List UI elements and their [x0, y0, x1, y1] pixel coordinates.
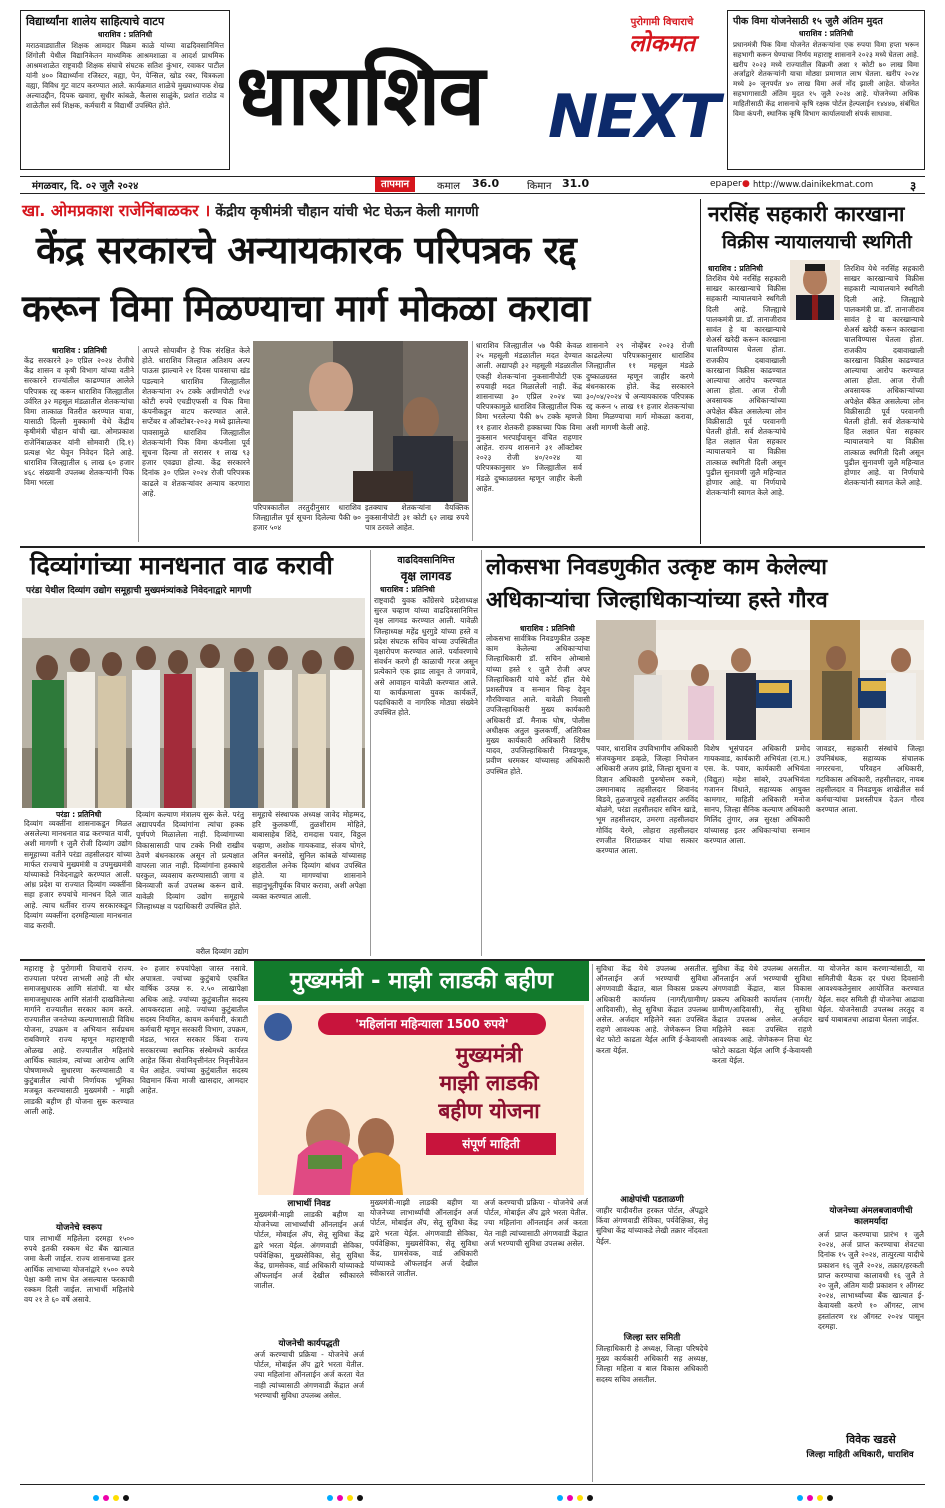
date-bar	[20, 176, 925, 194]
ladki-col-1: महाराष्ट्र हे पुरोगामी विचाराचे राज्य. राज्याला परंपरा लाभली आहे ती थोर समाजसुधारक आणि संतांची. या थोर समाजसुधारक आणि संतांनी दाखविलेल्या मार्गाने राज्यातील सरकार काम करते. राज्यातील जनतेच्या कल्याणासाठी विविध योजना, उपक्रम व अभियान सर्वप्रथम राबविणारे राज्य म्हणून महाराष्ट्राची ओळख आहे. राज्यातील महिलांचे आर्थिक स्वातंत्र्य, त्यांच्या आरोग्य आणि पोषणामध्ये सुधारणा करण्यासाठी व कुटुंबातील त्यांची निर्णायक भूमिका मजबूत करण्यासाठी मुख्यमंत्री - माझी लाडकी बहीण ही योजना सुरू करण्यात आली आहे.	[24, 964, 134, 1116]
signature-name: विवेक खडसे	[846, 1433, 896, 1446]
lead-byline: धाराशिव : प्रतिनिधी	[52, 346, 107, 355]
portrait-graphic	[790, 260, 840, 320]
page-number: ३	[910, 179, 917, 193]
loksabha-col-1: लोकसभा सार्वत्रिक निवडणुकीत उत्कृष्ट काम केलेल्या अधिकाऱ्यांचा जिल्हाधिकारी डॉ. सचिन ओम्बासे यांच्या हस्ते १ जुलै रोजी अपर जिल्हाधिकारी यांचे कोर्ट हॉल येथे प्रशस्तीपत्र व सन्मान चिन्ह देवून गौरविण्यात आले. यावेळी निवासी उपजिल्हाधिकारी मुख्य कार्यकारी अधिकारी डॉ. मैनाक घोष, पोलीस अधीक्षक अतुल कुलकर्णी, अतिरिक्त मुख्य कार्यकारी अधिकारी शिरीष यादव, उपजिल्हाधिकारी निवडणूक, प्रवीण धरमकर यांच्यासह अधिकारी उपस्थित होते.	[486, 634, 590, 776]
masthead-title: धाराशिव	[236, 45, 484, 144]
lead-headline-1: केंद्र सरकारचे अन्यायकारक परिपत्रक रद्द	[36, 228, 577, 272]
top-right-news-box	[727, 10, 925, 170]
narsinha-title-1: नरसिंह सहकारी कारखाना	[708, 202, 905, 226]
ladki-col-3d: अर्ज करण्याची प्रक्रिया - योजनेचे अर्ज पोर्टल, मोबाईल ॲप द्वारे भरता येतील. ज्या महिलांना ऑनलाईन अर्ज करता येत नाही त्यांच्यासाठी अंगणवाडी केंद्रात अर्ज भरण्याची सुविधा उपलब्ध असेल.	[484, 1198, 588, 1248]
ladki-banner	[254, 961, 589, 1001]
brand-logo: लोकमत	[628, 31, 696, 57]
top-left-news-box	[20, 10, 230, 170]
temp-min-label: किमान	[527, 181, 552, 192]
top-right-body: प्रधानमंत्री पिक विमा योजनेत शेतकऱ्यांना एक रुपया विमा हप्ता भरून सहभागी करून घेण्याचा निर्णय महाराष्ट्र शासनाने २०२३ मध्ये घेतला आहे. खरीप २०२३ मध्ये राज्यातील विक्रमी अशा १ कोटी ७० लाख विमा अर्जाद्वारे शेतकऱ्यांनी याचा मोठ्या प्रमाणात लाभ घेतला. खरीप २०२४ मध्ये ३० जूनपर्यंत ४० लाख विमा अर्ज नोंद झाली आहेत. योजनेत सहभागासाठी अंतिम मुदत १५ जुलै २०२४ आहे. योजनेच्या अधिक माहितीसाठी केंद्र शासनाचे कृषि रक्षक पोर्टल हेल्पलाईन १४४४७, संबंधित विमा कंपनी, स्थानिक कृषि विभाग कार्यालयाशी संपर्क साधावा.	[733, 40, 919, 118]
top-left-title: विद्यार्थ्यांना शालेय साहित्याचे वाटप	[26, 15, 165, 28]
meeting-photo-graphic	[253, 341, 468, 502]
lead-kicker	[22, 199, 702, 223]
narsinha-portrait	[790, 260, 840, 320]
column-rule	[138, 346, 139, 542]
ad-top-ribbon	[318, 1013, 546, 1035]
ladki-col-5: या योजनेत काम करणाऱ्यांसाठी, या समितीची बैठक दर पंधरा दिवसांनी आवश्यकतेनुसार आयोजित करण्यात येईल. सदर समिती ही योजनेचा आढावा घेईल. योजनेसाठी उपलब्ध तरतूद व खर्च याबाबतचा आढावा घेतला जाईल.	[818, 964, 924, 1025]
lead-photo-caption: परिपत्रकातील तरतुदीनुसार धाराशिव जिल्ह्यातील पूर्व सूचना दिलेल्या पैकी ७० हजार ५०४	[253, 503, 361, 533]
award-photo-graphic	[596, 620, 924, 740]
signature-title: जिल्हा माहिती अधिकारी, धाराशिव	[806, 1450, 914, 1460]
ad-line-1: मुख्यमंत्री	[455, 1043, 523, 1067]
ad-top-text: 'महिलांना महिन्याला 1500 रुपये'	[355, 1017, 509, 1031]
column-rule	[481, 550, 482, 956]
lead-col-5: शासनाने २९ नोव्हेंबर २०२३ रोजी काढलेल्या परिपत्रकानुसार धाराशिव जिल्ह्यातील ११ महसूल मंडळे दुष्काळग्रस्त म्हणून जाहीर करणे बंधनकारक होते. केंद्र सरकारने ३०/०४/२०२४ चे अन्यायकारक परिपत्रक रद्द करून ५ लाख ११ हजार शेतकऱ्यांचा विमा मिळण्याचा मार्ग मोकळा करावा, अशी मागणी केली आहे.	[586, 341, 694, 432]
loksabha-byline: धाराशिव : प्रतिनिधी	[520, 624, 575, 633]
ladki-col-5a: सुविधा केंद्र येथे उपलब्ध असतील. ऑनलाईन अर्ज भरण्याची सुविधा अंगणवाडी केंद्रात, बाल विकास प्रकल्प अधिकारी कार्यालय (नागरी/ग्रामीण/आदिवासी), सेतू सुविधा केंद्रात उपलब्ध असेल. अर्जदार महिलेने स्वतः उपस्थित राहणे आवश्यक आहे. जेणेकरून तिचा थेट फोटो काढता येईल आणि ई-केवायसी करता येईल.	[712, 964, 812, 1065]
ladki-col-3b: अर्ज करण्याची प्रक्रिया - योजनेचे अर्ज पोर्टल, मोबाईल ॲप द्वारे भरता येतील. ज्या महिलांना ऑनलाईन अर्ज करता येत नाही त्यांच्यासाठी अंगणवाडी केंद्रात अर्ज भरण्याची सुविधा उपलब्ध असेल.	[254, 1350, 364, 1400]
issue-date: मंगळवार, दि. ०२ जुलै २०२४	[32, 181, 139, 192]
column-rule	[592, 964, 593, 1482]
ad-footer-ribbon	[426, 1133, 556, 1155]
ladki-col-1b: पात्र लाभार्थी महिलेला दरमहा १५०० रुपये इतकी रक्कम थेट बँक खात्यात जमा केली जाईल. राज्य शासनाच्या इतर आर्थिक लाभाच्या योजनांद्वारे १५०० रुपये पेक्षा कमी लाभ घेत असल्यास फरकाची रक्कम दिली जाईल. लाभार्थी महिलांचे वय २१ ते ६० वर्षे असावे.	[24, 1234, 134, 1305]
divyang-headline: दिव्यांगांच्या मानधनात वाढ करावी	[30, 551, 333, 580]
lead-col-1: केंद्र सरकारने ३० एप्रिल २०२४ रोजीचे केंद्र शासन व कृषी विभाग यांच्या वतीने सरकारने राज्यांतील काढण्यात आलेले परिपत्रक रद्द करून धाराशिव जिल्ह्यातील उर्वरित ३२ महसूल मंडळातील शेतकऱ्यांचा विमा तात्काळ वितरीत करण्यात यावा, यासाठी दिल्ली मुक्कामी येथे केंद्रीय कृषीमंत्री चौहान यांची खा. ओमप्रकाश राजेनिंबाळकर यांनी सोमवारी (दि.१) प्रत्यक्ष भेट घेवून निवेदन दिले आहे. धाराशिव जिल्ह्यातील ६ लाख ६० हजार ४६८ संख्यानी उपलब्ध शेतकऱ्यांनी पिक विमा भरला	[24, 356, 134, 488]
bottom-rule	[20, 1484, 925, 1485]
ladki-col-3: मुख्यमंत्री-माझी लाडकी बहीण या योजनेच्या लाभार्थ्यांची ऑनलाईन अर्ज पोर्टल, मोबाईल ॲप, सेतू सुविधा केंद्र द्वारे भरता येईल. अंगणवाडी सेविका, पर्यवेक्षिका, मुख्यसेविका, सेतू सुविधा केंद्र, ग्रामसेवक, वार्ड अधिकारी यांच्याकडे ऑफलाईन अर्ज देखील स्वीकारले जातील.	[254, 1210, 364, 1291]
loksabha-headline-2: अधिकाऱ्यांचा जिल्हाधिकाऱ्यांच्या हस्ते गौरव	[486, 588, 828, 613]
globe-icon: ●	[742, 179, 750, 189]
column-rule	[700, 199, 701, 544]
ad-footer-text: संपूर्ण माहिती	[462, 1137, 520, 1151]
print-marks-graphic	[0, 1492, 945, 1504]
tree-kicker: वाढदिवसानिमित्त	[397, 555, 455, 566]
ladki-col-4c: जिल्हाधिकारी हे अध्यक्ष, जिल्हा परिषदेचे मुख्य कार्यकारी अधिकारी सह अध्यक्ष, जिल्हा महिला व बाल विकास अधिकारी सदस्य सचिव असतील.	[596, 1344, 708, 1384]
lead-col-4: धाराशिव जिल्ह्यातील ५७ पैकी केवळ २५ महसूली मंडळातील मदत देण्यात आली. अद्यापही ३२ महसूली मंडळातील एकही शेतकऱ्यांना नुकसानीपोटी एक रुपयाही मदत मिळालेली नाही. केंद्र शासनाच्या ३० एप्रिल २०२४ च्या परिपत्रकामुळे धाराशिव जिल्ह्यातील पिक विमा भरलेल्या पैकी ७५ टक्के म्हणजे ११ हजार शेतकरी हक्काच्या पिक विमा नुकसान भरपाईपासून वंचित राहणार आहेत. राज्य शासनाने ३१ ऑक्टोबर २०२३ रोजी ४०/२०२४ या परिपत्रकानुसार ४० जिल्ह्यातील सर्व मंडळे दुष्काळग्रस्त म्हणून जाहीर केली आहेत.	[476, 341, 582, 493]
ladki-ad	[258, 1005, 584, 1195]
ladki-col-3-heading-2: योजनेची कार्यपद्धती	[278, 1339, 340, 1349]
top-left-body: मराठवाड्यातील शिक्षक आमदार विक्रम काळे यांच्या वाढदिवसानिमित्त शिंगोली येथील विद्यानिकेतन माध्यमिक आश्रमशाळा व आदर्श प्राथमिक आश्रमशाळेत राष्ट्रवादी शिक्षक संघाचे संघटक सतिश कुंभार, रवाकर पाटील यांनी ४०० विद्यार्थ्यांना रजिस्टर, वह्या, पेन, पेन्सिल, खोड रबर, चित्रकला वह्या, विविध गुट वाटप करण्यात आले. कार्यक्रमात शाळेचे मुख्याध्यापक शेख अल्याउद्दीन, दिपक खवारा, सुधीर कांबळे, कैलास साळुंके, प्रशांत राठोड व शाळेतील सर्व शिक्षक, कर्मचारी व विद्यार्थी उपस्थित होते.	[26, 41, 224, 110]
ladki-col-4-heading: आक्षेपांची पडताळणी	[620, 1195, 684, 1205]
epaper-label: epaper	[710, 179, 742, 189]
narsinha-byline: धाराशिव : प्रतिनिधी	[708, 264, 763, 273]
next-logo-text: NEXT	[548, 82, 719, 152]
top-left-byline: धाराशिव : प्रतिनिधी	[97, 30, 153, 39]
ladki-col-5-heading: योजनेच्या अंमलबजावणीची कालमर्यादा	[829, 1206, 913, 1227]
next-logo	[548, 82, 726, 152]
section-divider	[20, 546, 925, 548]
narsinha-body-b: तिरशिव येथे नरसिंह सहकारी साखर कारखान्याचे विक्रीस सहकारी न्यायालयाने स्थगिती दिली आहे. जिल्ह्याचे पालकमंत्री प्रा. डॉ. तानाजीराव सावंत हे या कारखान्याचे शेअर्स खरेदी करून कारखाना चालविण्यास घेतला होता. राजकीय दबावाखाली कारखाना विक्रीस काढण्यात आल्याचा आरोप करण्यात आला होता. आज रोजी अवसायक अधिकाऱ्यांच्या अपेक्षेत बँकेत असलेल्या लोन विक्रीसाठी पूर्व परवानगी घेतली होती. सर्व शेतकऱ्यांचे हित लक्षात घेता सहकार न्यायालयाने या विक्रीस तात्काळ स्थगिती दिली असून पुढील सुनावणी जुलै महिन्यात होणार आहे. या निर्णयाचे शेतकऱ्यांनी स्वागत केले आहे.	[844, 264, 924, 488]
column-rule	[370, 550, 371, 956]
loksabha-headline-1: लोकसभा निवडणुकीत उत्कृष्ट काम केलेल्या	[486, 555, 827, 580]
ladki-col-3-heading: लाभार्थी निवड	[287, 1199, 331, 1209]
lead-col-3: इतक्याच शेतकऱ्यांना वैयक्तिक नुकसानीपोटी ३१ कोटी ६२ लाख रुपये पात्र ठरवले आहेत.	[365, 503, 469, 533]
temperature-label: तापमान	[375, 177, 415, 192]
lead-headline-2: करून विमा मिळण्याचा मार्ग मोकळा करावा	[22, 287, 590, 330]
epaper-link[interactable]: http://www.dainikekmat.com	[753, 179, 874, 189]
lead-col-2: आपले सोयाबीन हे पिक संरक्षित केले होते. धाराशिव जिल्हात अतिशय अल्प पाऊस झाल्याने २१ दिवस पावसाचा खंड पडल्याने धाराशिव जिल्ह्यातील शेतकऱ्यांना २५ टक्के अग्रीमपोटी १५४ कोटी रुपये एचडीएफसी व पिक विमा कंपनीकडून वाटप करण्यात आले. सप्टेंबर व ऑक्टोबर-२०२३ मध्ये झालेल्या पावसामुळे धाराशिव जिल्ह्यातील शेतकऱ्यांनी पिक विमा कंपनीला पूर्व सूचना दिल्या तो सरासर १ लाख ९३ हजार एवढ्या होत्या. केंद्र सरकारने दिनांक ३० एप्रिल २०२४ रोजी परिपत्रक काढले व शेतकऱ्यांवर अन्याय करणारा आहे.	[142, 346, 250, 498]
loksabha-col-3: विशेष भूसंपादन अधिकारी प्रमोद गायकवाड, कार्यकारी अभियंता (रा.म.) एस. के. पवार, कार्यकारी अभियंता (विद्युत) महेश सांबरे, उपअभियंता गजानन विधाते, सहाय्यक आयुक्त कामगार, माहिती अधिकारी मनोज सानप, जिल्हा सैनिक कल्याण अधिकारी मिलिंद तुंगार, अन्न सुरक्षा अधिकारी यांच्यासह इतर अधिकाऱ्यांचा सन्मान करण्यात आला.	[704, 744, 810, 845]
ladki-col-4-heading-2: जिल्हा स्तर समिती	[623, 1333, 681, 1343]
registration-marks	[0, 1489, 945, 1501]
tree-body: राष्ट्रवादी युवक काँग्रेसचे प्रदेशाध्यक्ष सुरज चव्हाण यांच्या वाढदिवसानिमित्त वृक्ष लागवड करण्यात आली. यावेळी जिल्हाध्यक्ष महेंद्र धुरगुडे यांच्या हस्ते व प्रदेश संघटक सचिव यांच्या उपस्थितीत वृक्षारोपण करण्यात आले. पर्यावरणाचे संवर्धन करणे ही काळाची गरज असून प्रत्येकाने एक झाड लावून ते जगवावे, असे आवाहन यावेळी करण्यात आले. या कार्यक्रमाला युवक कार्यकर्ते, पदाधिकारी व नागरिक मोठ्या संख्येने उपस्थित होते.	[374, 596, 478, 718]
lead-kicker-text: केंद्रीय कृषीमंत्री चौहान यांची भेट घेऊन केली मागणी	[215, 204, 479, 220]
ladki-col-5b: अर्ज प्राप्त करण्याचा प्रारंभ १ जुलै २०२४, अर्ज प्राप्त करण्याचा शेवटचा दिनांक १५ जुलै २०२४, तात्पुरत्या यादीचे प्रकाशन १६ जुलै २०२४, तक्रार/हरकती प्राप्त करण्याचा कालावधी १६ जुलै ते २० जुलै, अंतिम यादी प्रकाशन १ ऑगस्ट २०२४, लाभार्थ्यांच्या बँक खात्यात ई-केवायसी करणे १० ऑगस्ट, लाभ हस्तांतरण १४ ऑगस्ट २०२४ पासून दरमहा.	[818, 1230, 924, 1331]
loksabha-photo	[596, 620, 924, 740]
divyang-col-2: दिव्यांग कल्याण मंत्रालय सुरू केले. परंतु अद्यापपर्यंत दिव्यांगांना त्यांचा हक्क पूर्णपणे मिळालेला नाही. दिव्यांगाच्या विकासासाठी पाच टक्के निधी राखीव ठेवणे बंधनकारक असून तो प्रत्यक्षात वापरला जात नाही. दिव्यांगांना हक्काचे घरकुल, व्यवसाय करण्यासाठी जागा व बिनव्याजी कर्ज उपलब्ध करून द्यावे. यावेळी दिव्यांग उद्योग समूहाचे जिल्हाध्यक्ष व पदाधिकारी उपस्थित होते.	[136, 810, 244, 911]
ladki-col-1-heading: योजनेचे स्वरूप	[56, 1223, 102, 1233]
ladki-col-2: २० हजार रुपयांपेक्षा जास्त नसावे. अपात्रता. ज्यांच्या कुटुंबाचे एकत्रित वार्षिक उत्पन्न रु. २.५० लाखापेक्षा अधिक आहे. ज्यांच्या कुटुंबातील सदस्य आयकरदाता आहे. ज्यांच्या कुटुंबातील सदस्य नियमित, कायम कर्मचारी, कंत्राटी कर्मचारी म्हणून सरकारी विभाग, उपक्रम, मंडळ, भारत सरकार किंवा राज्य सरकारच्या स्थानिक संस्थेमध्ये कार्यरत आहेत किंवा सेवानिवृत्तीनंतर निवृत्तीवेतन घेत आहेत. ज्यांच्या कुटुंबातील सदस्य विद्यमान किंवा माजी खासदार, आमदार आहेत.	[140, 964, 248, 1096]
ladki-col-4b: जाहीर यादीवरील हरकत पोर्टल, ॲपद्वारे किंवा अंगणवाडी सेविका, पर्यवेक्षिका, सेतू सुविधा केंद्र यांच्याकडे लेखी तक्रार नोंदवता येईल.	[596, 1206, 708, 1246]
top-right-title: पीक विमा योजनेसाठी १५ जुलै अंतिम मुदत	[733, 16, 883, 27]
loksabha-col-2: पवार, धाराशिव उपविभागीय अधिकारी संजयकुमार डव्हळे, जिल्हा नियोजन अधिकारी अजय झांडे, जिल्हा सूचना व विज्ञान अधिकारी पुरुषोत्तम रुकमे, उस्मानाबाद तहसीलदार शिवानंद बिडवे, तुळजापूरचे तहसीलदार अरविंद बोळंगे, परंडा तहसीलदार सचिन खाडे, भूम तहसीलदार, उमरगा तहसीलदार गोविंद येरमे, लोहारा तहसीलदार रणजीत शिराळकर यांचा सत्कार करण्यात आला.	[596, 744, 698, 856]
ad-line-2: माझी लाडकी	[439, 1071, 539, 1095]
temp-min-value: 31.0	[562, 177, 590, 190]
temp-max-label: कमाल	[437, 181, 461, 192]
tree-title: वृक्ष लागवड	[400, 569, 452, 583]
top-right-byline: धाराशिव : प्रतिनिधी	[798, 29, 854, 38]
group-photo-graphic	[22, 598, 365, 808]
divyang-col-1: दिव्यांग व्यक्तींना शासनाकडून मिळत असलेल्या मानधनात वाढ करण्यात यावी, अशी मागणी १ जुलै रोजी दिव्यांग उद्योग समूहाच्या वतीने परंडा तहसीलदार यांच्या मार्फत राज्याचे मुख्यमंत्री व उपमुख्यमंत्री यांच्याकडे निवेदनाद्वारे करण्यात आली. आंध्र प्रदेश या राज्यात दिव्यांग व्यक्तींना सहा हजार रुपयांचे मानधन दिले जात आहे. त्याच धर्तीवर राज्य सरकारकडून दिव्यांग व्यक्तींना दरमहिन्याला मानधनात वाढ करावी.	[24, 819, 132, 931]
ladki-banner-text: मुख्यमंत्री - माझी लाडकी बहीण	[290, 968, 553, 994]
divyang-photo-caption: परंडा : प्रतिनिधी	[56, 810, 102, 819]
ladki-col-4: सुविधा केंद्र येथे उपलब्ध असतील. ऑनलाईन अर्ज भरण्याची सुविधा अंगणवाडी केंद्रात, बाल विकास प्रकल्प अधिकारी कार्यालय (नागरी/ग्रामीण/आदिवासी), सेतू सुविधा केंद्रात उपलब्ध असेल. अर्जदार महिलेने स्वतः उपस्थित राहणे आवश्यक आहे. जेणेकरून तिचा थेट फोटो काढता येईल आणि ई-केवायसी करता येईल.	[596, 964, 708, 1055]
loksabha-col-4: जावडर, सहकारी संस्थांचे जिल्हा उपनिबंधक, सहाय्यक संचालक नगररचना, परिवहन अधिकारी, गटविकास अधिकारी, तहसीलदार, नायब तहसीलदार व निवडणूक शाखेतील सर्व कर्मचाऱ्यांचा प्रशस्तीपत्र देऊन गौरव करण्यात आला.	[816, 744, 924, 815]
brand-tagline: पुरोगामी विचाराचे	[630, 17, 694, 28]
narsinha-title-2: विक्रीस न्यायालयाची स्थगिती	[722, 232, 912, 253]
divyang-group-photo	[22, 598, 365, 808]
divyang-subhead: परंडा येथील दिव्यांग उद्योग समूहाची मुख्यमंत्र्यांकडे निवेदनाद्वारे मागणी	[26, 586, 252, 596]
divyang-footer: वरील दिव्यांग उद्योग	[196, 947, 249, 956]
ladki-col-3c: मुख्यमंत्री-माझी लाडकी बहीण या योजनेच्या लाभार्थ्यांची ऑनलाईन अर्ज पोर्टल, मोबाईल ॲप, सेतू सुविधा केंद्र द्वारे भरता येईल. अंगणवाडी सेविका, पर्यवेक्षिका, मुख्यसेविका, सेतू सुविधा केंद्र, ग्रामसेवक, वार्ड अधिकारी यांच्याकडे ऑफलाईन अर्ज देखील स्वीकारले जातील.	[370, 1198, 478, 1279]
lead-photo	[253, 341, 468, 502]
temp-max-value: 36.0	[472, 177, 500, 190]
narsinha-body-a: तिरशिव येथे नरसिंह सहकारी साखर कारखान्याचे विक्रीस सहकारी न्यायालयाने स्थगिती दिली आहे. जिल्ह्याचे पालकमंत्री प्रा. डॉ. तानाजीराव सावंत हे या कारखान्याचे शेअर्स खरेदी करून कारखाना चालविण्यास घेतला होता. राजकीय दबावाखाली कारखाना विक्रीस काढण्यात आल्याचा आरोप करण्यात आला होता. आज रोजी अवसायक अधिकाऱ्यांच्या अपेक्षेत बँकेत असलेल्या लोन विक्रीसाठी पूर्व परवानगी घेतली होती. सर्व शेतकऱ्यांचे हित लक्षात घेता सहकार न्यायालयाने या विक्रीस तात्काळ स्थगिती दिली असून पुढील सुनावणी जुलै महिन्यात होणार आहे. या निर्णयाचे शेतकऱ्यांनी स्वागत केले आहे.	[706, 274, 786, 498]
column-rule	[472, 341, 473, 541]
lead-kicker-name: खा. ओमप्रकाश राजेनिंबाळकर ।	[22, 201, 211, 220]
tree-byline: धाराशिव : प्रतिनिधी	[380, 585, 435, 594]
divyang-col-3: समूहाचे संस्थापक अध्यक्ष जावेद मोहम्मद, हरि कुलकर्णी, तुळशीराम मोहिते, बाबासाहेब शिंदे, रामदास पवार, विठ्ठल चव्हाण, अशोक गायकवाड, संजय घोगरे, अनिल बनसोडे, सुनिल कांबळे यांच्यासह शहरातील अनेक दिव्यांग बांधव उपस्थित होते. या मागण्यांचा शासनाने सहानुभूतीपूर्वक विचार करावा, अशी अपेक्षा व्यक्त करण्यात आली.	[252, 810, 366, 901]
ad-line-3: बहीण योजना	[438, 1099, 540, 1123]
